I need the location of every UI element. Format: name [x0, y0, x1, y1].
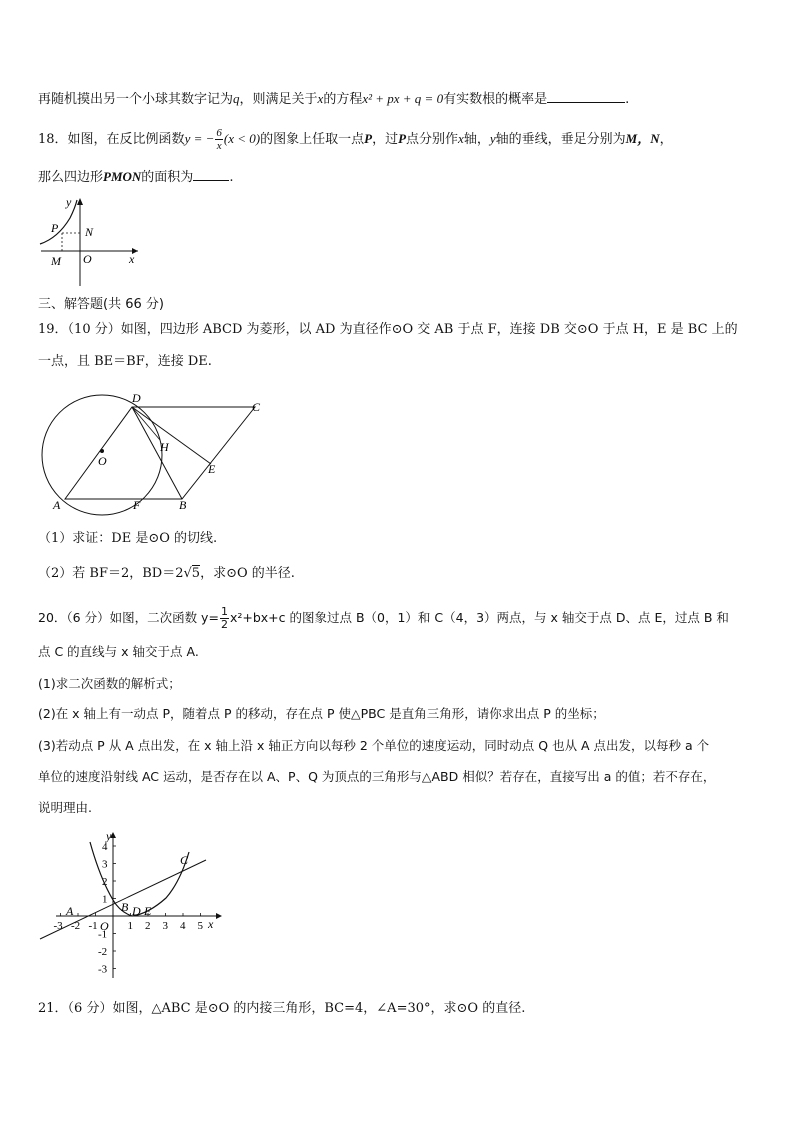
q18-text: 如图，在反比例函数 [67, 132, 185, 147]
q20-fraction [220, 606, 229, 631]
x-tick-label: -1 [88, 920, 98, 932]
q18-text: 的面积为 [141, 170, 194, 185]
q19-line2: 一点，且 BE＝BF，连接 DE. [38, 354, 212, 369]
q18-domain: (x < 0) [223, 131, 261, 146]
x-tick-label: 2 [145, 920, 151, 932]
label-d: D [132, 391, 141, 405]
segment-dh [132, 407, 160, 440]
q17-var-x: x [317, 91, 324, 106]
label-b: B [121, 900, 129, 914]
y-tick-label: 2 [102, 876, 108, 888]
q18-text: ， [659, 132, 673, 147]
q17-text: 有实数根的概率是 [443, 92, 548, 107]
label-c: C [180, 853, 189, 867]
q20-sub2: (2)在 x 轴上有一动点 P，随着点 P 的移动，存在点 P 使△PBC 是直角三角形，请你求出点 P 的坐标； [38, 706, 605, 721]
q18-pmon: PMON [103, 169, 142, 184]
q17-end: . [625, 92, 630, 107]
q18-fraction [215, 127, 223, 152]
label-n: N [85, 225, 94, 239]
q17-text: ，则满足关于 [239, 92, 318, 107]
label-e: E [144, 904, 152, 918]
q17-text: 的方程 [323, 92, 363, 107]
q18-point-p: P [398, 131, 407, 146]
q18-function: y = − [184, 131, 215, 146]
label-o: O [83, 252, 92, 266]
q20-sub3-line2: 单位的速度沿射线 AC 运动，是否存在以 A、P、Q 为顶点的三角形与△ABD 相似？若存在，直接写出 a 的值；若不存在， [38, 769, 716, 784]
q18-text: 轴的垂线，垂足分别为 [495, 132, 626, 147]
q18-text: ，过 [372, 132, 399, 147]
fraction-denominator: x [216, 140, 222, 152]
label-c: C [252, 400, 261, 414]
q20-text: 20．（6 分）如图，二次函数 y= [38, 610, 219, 625]
x-tick-label: -2 [71, 920, 81, 932]
question-number: 18． [38, 132, 68, 147]
fraction-numerator: 6 [216, 127, 222, 139]
y-tick-label: 3 [102, 858, 108, 871]
q18-text: 点分别作 [406, 132, 459, 147]
y-tick-label: 1 [102, 893, 108, 906]
q21-text: 21．（6 分）如图，△ABC 是⊙O 的内接三角形，BC=4，∠A=30°，求⊙O 的直径. [38, 1001, 526, 1016]
center-point [100, 449, 104, 453]
label-p: P [51, 221, 59, 235]
q17-var-q: q [233, 91, 240, 106]
q18-mn: M，N [625, 131, 660, 146]
section-title: 三、解答题(共 66 分) [38, 297, 164, 312]
y-tick-label: -3 [98, 963, 108, 976]
q18-point-p: P [364, 131, 373, 146]
label-f: F [133, 498, 141, 512]
fraction-numerator: 1 [220, 605, 228, 618]
fraction-denominator: 2 [220, 618, 228, 631]
x-tick-label: 3 [162, 920, 168, 932]
q17-equation: x² + px + q = 0 [362, 91, 444, 106]
label-a: A [53, 498, 61, 512]
q20-text: x²+bx+c 的图象过点 B（0，1）和 C（4，3）两点，与 x 轴交于点 D、点 E，过点 B 和 [229, 610, 729, 625]
x-tick-label: 4 [180, 920, 186, 932]
q19-part1: （1）求证：DE 是⊙O 的切线. [38, 531, 218, 546]
q19-text: ，求⊙O 的半径. [200, 566, 295, 581]
q18-text: 那么四边形 [38, 170, 104, 185]
label-o: O [98, 454, 107, 468]
label-b: B [179, 498, 187, 512]
q18-y: y [489, 131, 496, 146]
q18-figure [36, 194, 146, 289]
label-m: M [51, 254, 61, 268]
q18-line1 [38, 127, 673, 152]
label-h: H [160, 440, 169, 454]
y-tick-label: -1 [98, 928, 108, 941]
y-tick-label: 4 [102, 841, 108, 853]
x-axis-arrow [216, 913, 222, 919]
sqrt-symbol: √ [183, 566, 192, 581]
q19-text: （2）若 BF＝2，BD＝2 [38, 566, 184, 581]
q18-x: x [458, 131, 464, 146]
answer-blank [547, 88, 625, 103]
y-tick-label: -2 [98, 946, 108, 958]
label-x: x [129, 252, 135, 266]
q17-text: 再随机摸出另一个小球其数字记为 [38, 92, 234, 107]
q18-text: 的图象上任取一点 [260, 132, 365, 147]
label-y: y [66, 195, 72, 209]
q20-figure [36, 828, 226, 980]
q20-sub3-line1: (3)若动点 P 从 A 点出发，在 x 轴上沿 x 轴正方向以每秒 2 个单位的速度运动，同时动点 Q 也从 A 点出发，以每秒 a 个 [38, 738, 710, 753]
q20-sub3-line3: 说明理由. [38, 800, 92, 815]
q19-figure [36, 388, 276, 516]
q19-part2 [38, 565, 295, 583]
q19-line1: 19．（10 分）如图，四边形 ABCD 为菱形，以 AD 为直径作⊙O 交 AB 于点 F，连接 DB 交⊙O 于点 H，E 是 BC 上的 [38, 322, 738, 337]
x-tick-label: 1 [127, 920, 133, 932]
label-e: E [208, 462, 216, 476]
q18-text: . [229, 170, 234, 185]
answer-blank [193, 166, 229, 181]
x-tick-label: 5 [197, 920, 203, 932]
x-tick-label: -3 [53, 920, 63, 932]
q17-tail [38, 88, 629, 109]
label-x: x [208, 917, 214, 931]
q18-text: 轴， [463, 132, 490, 147]
label-o: O [100, 919, 109, 933]
label-d: D [132, 904, 141, 918]
y-axis-arrow [77, 198, 83, 205]
sqrt-radicand: 5 [191, 566, 201, 581]
q20-line1 [38, 606, 729, 631]
segment-db [132, 407, 182, 499]
hyperbola-curve [40, 200, 77, 244]
q20-sub1: (1)求二次函数的解析式； [38, 676, 181, 691]
segment-de [132, 407, 211, 464]
label-a: A [66, 904, 74, 918]
q18-line2 [38, 166, 233, 187]
q20-line2: 点 C 的直线与 x 轴交于点 A. [38, 644, 199, 659]
label-y: y [106, 829, 112, 843]
